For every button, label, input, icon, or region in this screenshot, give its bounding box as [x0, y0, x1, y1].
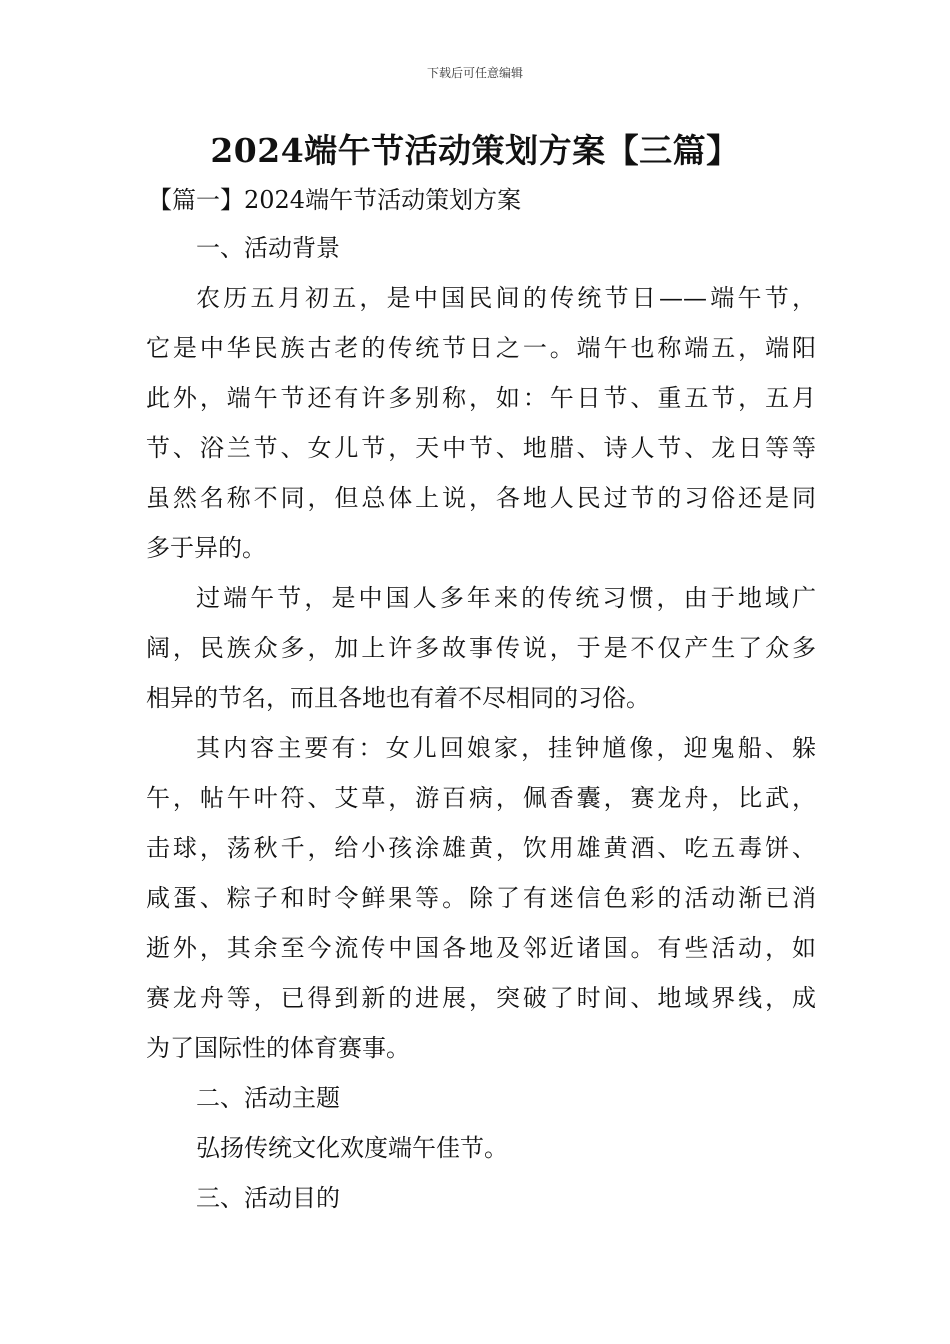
text-line: 一、活动背景	[196, 234, 340, 262]
text-line: 它是中华民族古老的传统节日之一。端午也称端五，端阳	[146, 334, 816, 362]
body-text	[146, 228, 816, 1228]
text-line: 午，帖午叶符、艾草，游百病，佩香囊，赛龙舟，比武，	[146, 784, 816, 812]
text-line: 阔，民族众多，加上许多故事传说，于是不仅产生了众多	[146, 634, 816, 662]
text-line: 其内容主要有：女儿回娘家，挂钟馗像，迎鬼船、躲	[196, 734, 816, 762]
text-line: 虽然名称不同，但总体上说，各地人民过节的习俗还是同	[146, 484, 816, 512]
text-line: 此外，端午节还有许多别称，如：午日节、重五节，五月	[146, 384, 816, 412]
text-line: 击球，荡秋千，给小孩涂雄黄，饮用雄黄酒、吃五毒饼、	[146, 834, 816, 862]
header-note: 下载后可任意编辑	[426, 66, 523, 80]
text-line: 三、活动目的	[196, 1184, 340, 1212]
text-line: 咸蛋、粽子和时令鲜果等。除了有迷信色彩的活动渐已消	[146, 884, 816, 912]
text-line: 相异的节名，而且各地也有着不尽相同的习俗。	[146, 684, 650, 712]
section-heading: 【篇一】2024端午节活动策划方案	[148, 186, 522, 214]
text-line: 逝外，其余至今流传中国各地及邻近诸国。有些活动，如	[146, 934, 816, 962]
text-line: 节、浴兰节、女儿节，天中节、地腊、诗人节、龙日等等	[146, 434, 816, 462]
text-line: 赛龙舟等，已得到新的进展，突破了时间、地域界线，成	[146, 984, 816, 1012]
text-line: 二、活动主题	[196, 1084, 340, 1112]
text-line: 弘扬传统文化欢度端午佳节。	[196, 1134, 508, 1162]
text-line: 过端午节，是中国人多年来的传统习惯，由于地域广	[196, 584, 816, 612]
document-title: 2024端午节活动策划方案【三篇】	[210, 131, 740, 170]
text-line: 多于异的。	[146, 534, 266, 562]
text-line: 农历五月初五，是中国民间的传统节日——端午节，	[196, 284, 816, 312]
text-line: 为了国际性的体育赛事。	[146, 1034, 410, 1062]
